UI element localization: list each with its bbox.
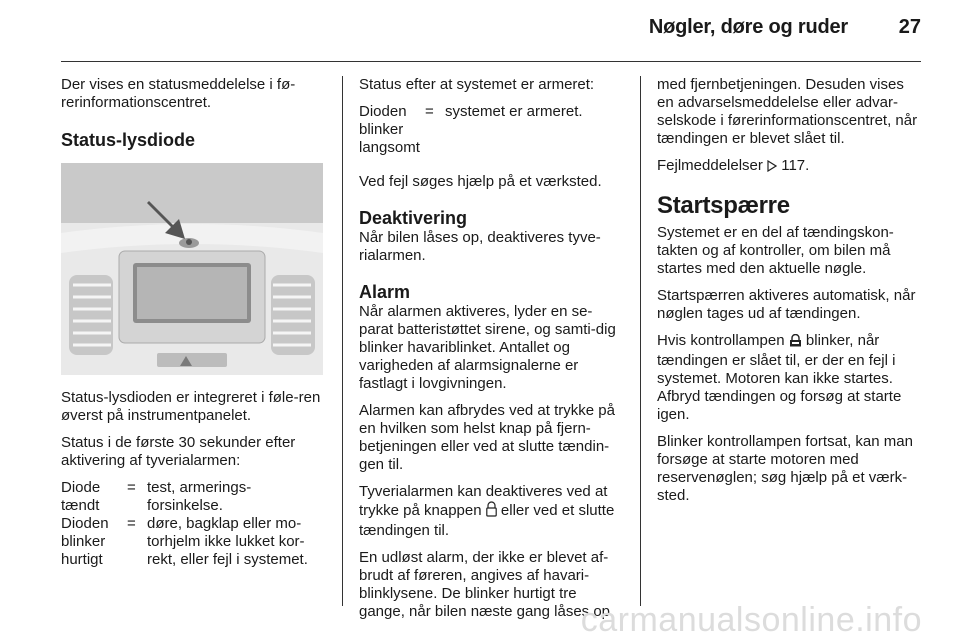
alarm-paragraph-2: Alarmen kan afbrydes ved at trykke på en hvilken som helst knap på fjern-betjeningen eller ved at slutte tændin-gen til. <box>359 402 615 473</box>
status-table <box>61 479 327 569</box>
watermark: carmanualsonline.info <box>580 601 922 639</box>
equals-sign: = <box>127 515 136 532</box>
status-led-heading: Status-lysdiode <box>61 130 196 150</box>
equals-sign: = <box>127 479 136 496</box>
equals-sign: = <box>425 103 434 120</box>
immobilizer-paragraph-1: Systemet er en del af tændingskon-takten og af kontroller, om bilen må startes med den aktuelle nøgle. <box>657 224 894 277</box>
column-3 <box>657 76 923 514</box>
status-term: Diode tændt <box>61 479 101 514</box>
page-reference-icon <box>767 159 777 177</box>
intro-text: Der vises en statusmeddelelse i fø-rerinformationscentret. <box>61 76 296 111</box>
armed-row <box>359 103 625 157</box>
dashboard-illustration <box>61 163 323 375</box>
alarm-paragraph-1: Når alarmen aktiveres, lyder en se-parat batteristøttet sirene, og samti-dig blinker havariblinket. Antallet og varigheden af alarmsignalerne er fastlagt i lovgivningen. <box>359 303 616 392</box>
deactivation-heading: Deaktivering <box>359 208 468 228</box>
alarm-paragraph-3-start: Tyverialarmen kan deaktiveres ved at trykke på knappen <box>359 483 608 519</box>
lock-button-icon <box>486 501 497 522</box>
status-row <box>61 515 327 569</box>
immobilizer-paragraph-3 <box>657 332 923 424</box>
fault-text: Ved fejl søges hjælp på et værksted. <box>359 173 602 190</box>
status-desc: døre, bagklap eller mo-torhjelm ikke lukket kor-rekt, eller fejl i systemet. <box>147 515 308 568</box>
column-2 <box>359 76 625 630</box>
alarm-heading: Alarm <box>359 282 411 302</box>
immobilizer-paragraph-4: Blinker kontrollampen fortsat, kan man forsøge at starte motoren med reservenøglen; søg hjælp på et værk-sted. <box>657 433 913 504</box>
error-messages-label: Fejlmeddelelser <box>657 157 763 174</box>
page-header <box>0 0 960 62</box>
header-rule <box>61 61 921 62</box>
status-term: Dioden blinker hurtigt <box>61 515 109 568</box>
error-messages-page: 117. <box>781 157 810 174</box>
armed-desc: systemet er armeret. <box>445 103 583 120</box>
armed-table <box>359 103 625 157</box>
immobilizer-paragraph-2: Startspærren aktiveres automatisk, når nøglen tages ud af tændingen. <box>657 287 916 322</box>
immobilizer-paragraph-3-end: blinker, når tændingen er slået til, er der en fejl i systemet. Motoren kan ikke startes. Afbryd tændingen og forsøg at starte igen. <box>657 332 902 423</box>
alarm-paragraph-3-end: eller ved et slutte tændingen til. <box>359 502 615 539</box>
immobilizer-warning-lamp-icon <box>789 334 802 352</box>
dashboard-led-image <box>61 163 323 375</box>
page-number: 27 <box>898 16 921 38</box>
immobilizer-paragraph-3-start: Hvis kontrollampen <box>657 332 785 349</box>
status-row <box>61 479 327 515</box>
alarm-paragraph-3 <box>359 483 625 540</box>
deactivation-text: Når bilen låses op, deaktiveres tyve-rialarmen. <box>359 229 601 264</box>
error-messages-ref <box>657 157 923 177</box>
page-title: Nøgler, døre og ruder <box>648 16 848 38</box>
figure-caption: Status-lysdioden er integreret i føle-ren øverst på instrumentpanelet. <box>61 389 321 424</box>
column-divider <box>640 76 641 606</box>
column-divider <box>342 76 343 606</box>
armed-intro: Status efter at systemet er armeret: <box>359 76 595 93</box>
continuation-text: med fjernbetjeningen. Desuden vises en advarselsmeddelelse eller advar-selskode i førerinformationscentret, når tændingen er blevet slået til. <box>657 76 918 147</box>
armed-term: Dioden blinker langsomt <box>359 103 420 156</box>
alarm-paragraph-4: En udløst alarm, der ikke er blevet af-brudt af føreren, angives af havari-blinklysene. De blinker hurtigt tre gange, når bilen næste gang låses op <box>359 549 611 620</box>
column-1 <box>61 76 327 577</box>
status-desc: test, armerings-forsinkelse. <box>147 479 252 514</box>
immobilizer-heading: Startspærre <box>657 192 790 219</box>
status-intro: Status i de første 30 sekunder efter aktivering af tyverialarmen: <box>61 434 296 469</box>
